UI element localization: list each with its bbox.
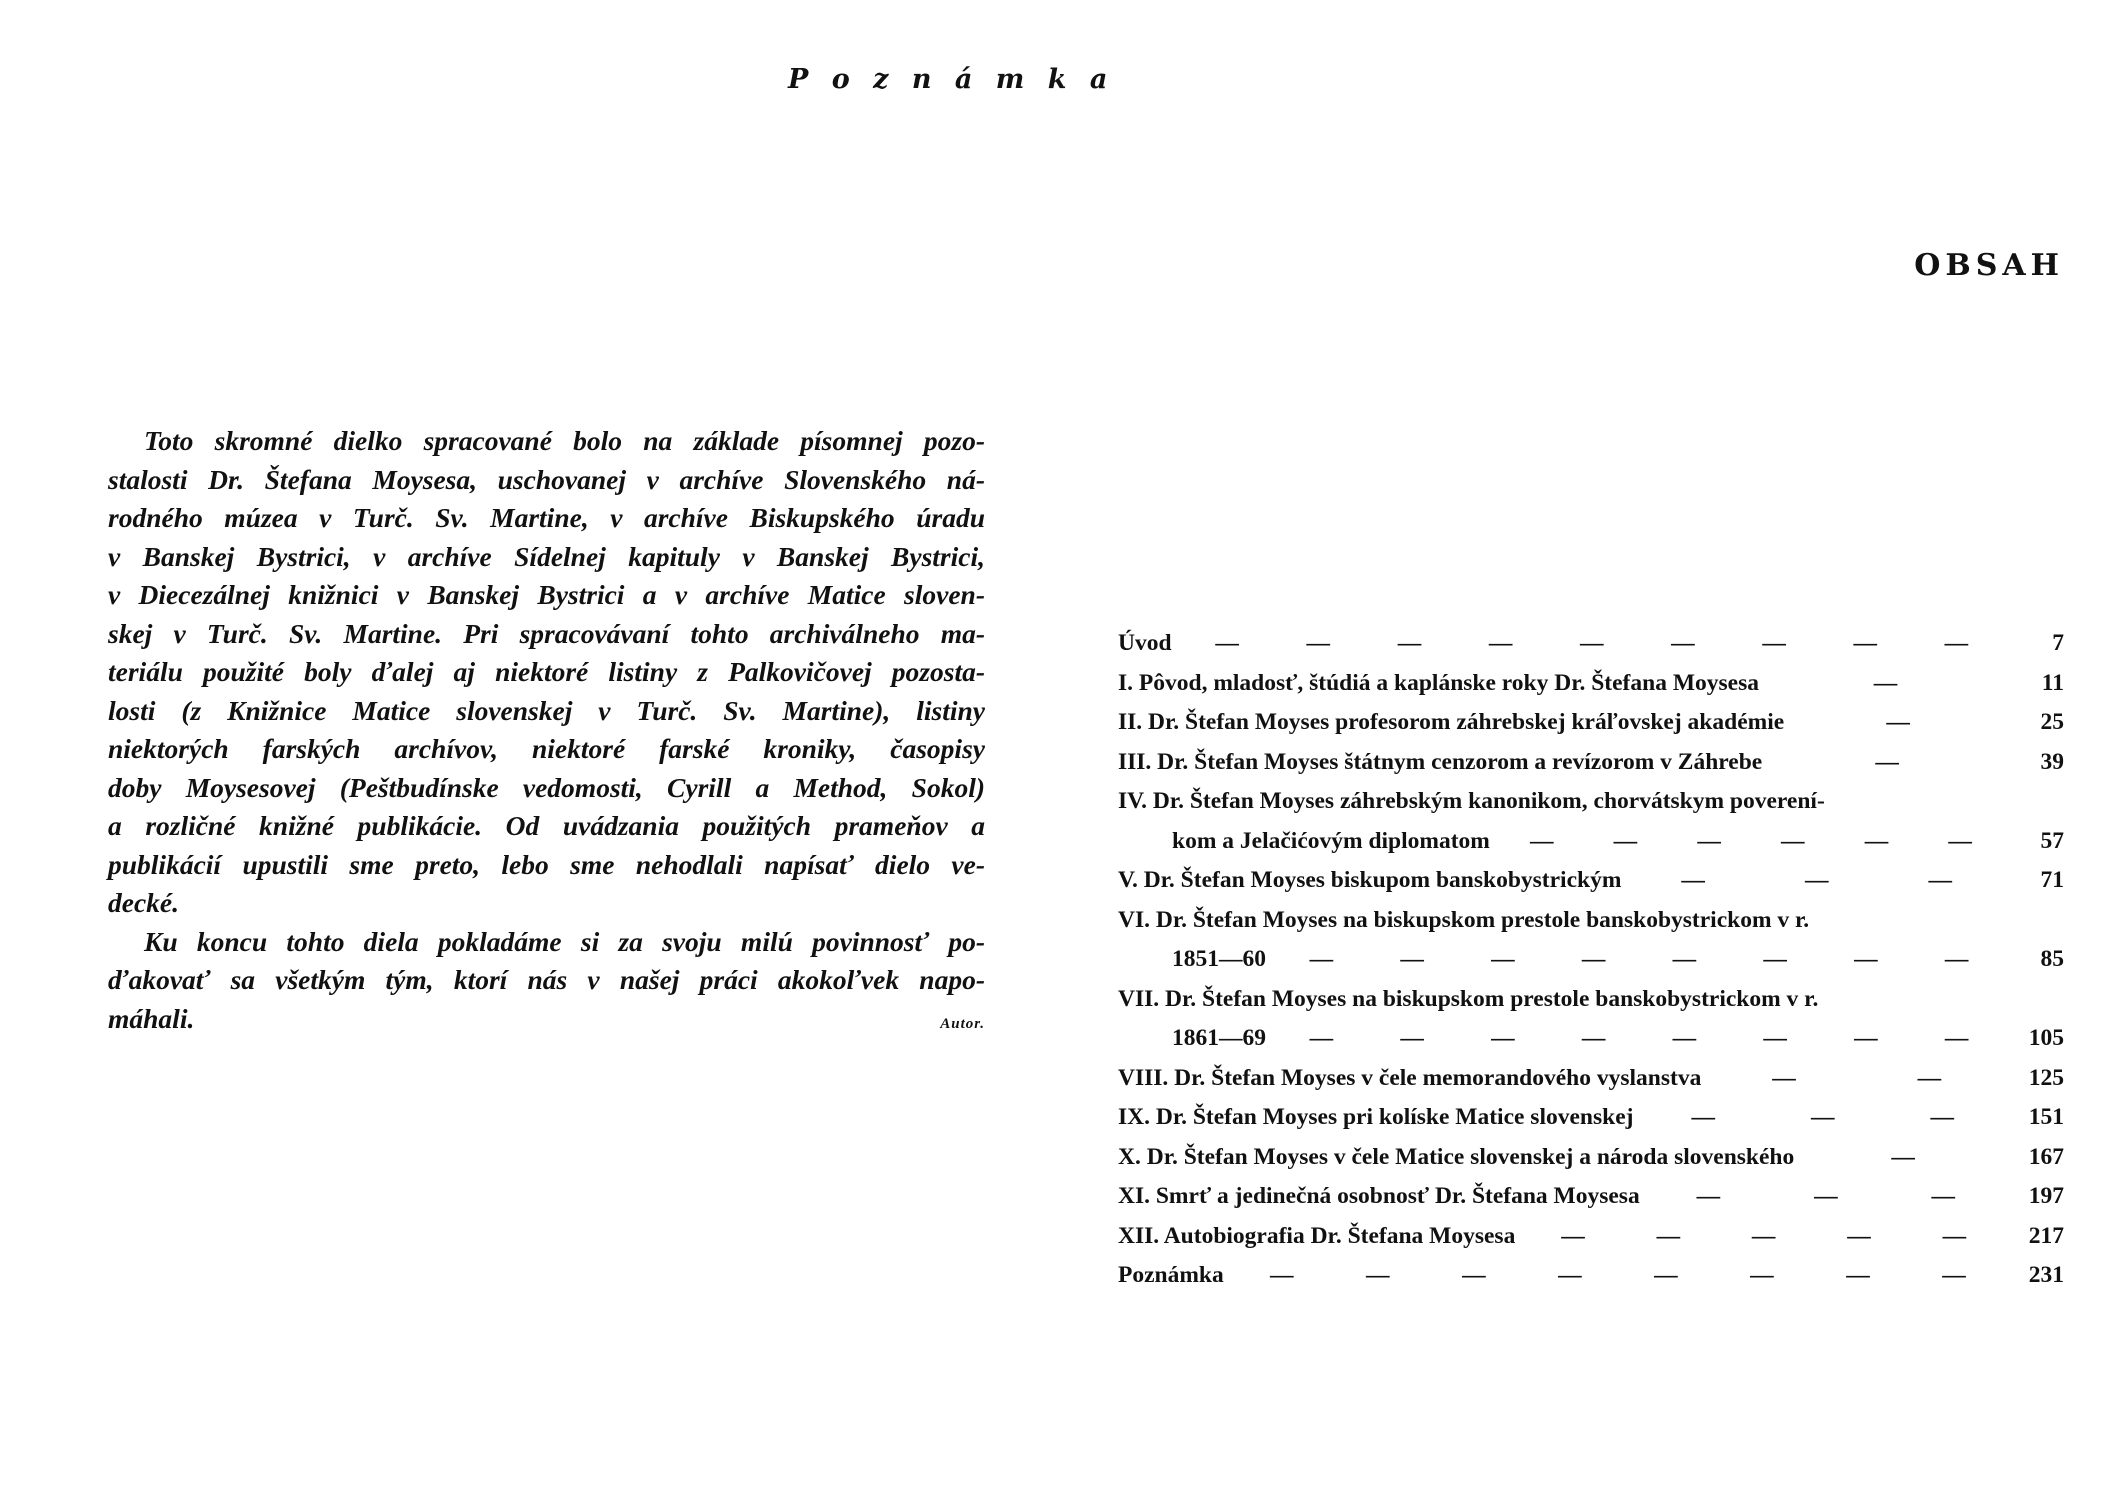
toc-entry	[1118, 1217, 2064, 1257]
toc-page-number: 231	[2028, 1262, 2064, 1288]
toc-entry	[1118, 782, 2064, 822]
toc-leader-dash: —	[1875, 748, 1899, 775]
note-paragraph-1	[108, 422, 985, 923]
toc-leader-dashes	[1633, 1098, 2012, 1138]
toc-leader-dash: —	[1681, 867, 1705, 893]
toc-leader-dash: —	[1613, 827, 1638, 854]
toc-leader-dash: —	[1366, 1262, 1390, 1288]
toc-page-number: 105	[2028, 1025, 2064, 1051]
toc-entry-title: V. Dr. Štefan Moyses biskupom banskobystrickým	[1118, 867, 1622, 893]
toc-entry	[1118, 703, 2064, 743]
toc-entry	[1118, 980, 2064, 1020]
toc-leader-dash: —	[1762, 630, 1786, 656]
note-line: máhali.	[108, 1002, 195, 1034]
note-line: stalosti Dr. Štefana Moysesa, uschovanej v archíve Slovenského ná-	[108, 463, 985, 495]
toc-entry	[1118, 743, 2064, 783]
toc-leader-dashes	[1794, 1138, 2012, 1178]
note-body	[108, 422, 985, 1043]
note-line: rodného múzea v Turč. Sv. Martine, v archíve Biskupského úradu	[108, 502, 985, 533]
toc-entry-title: kom a Jelačićovým diplomatom	[1172, 827, 1490, 854]
toc-leader-dash: —	[1581, 946, 1606, 972]
toc-entry-title: XII. Autobiografia Dr. Štefana Moysesa	[1118, 1222, 1516, 1249]
note-line: losti (z Knižnice Matice slovenskej v Turč. Sv. Martine), listiny	[108, 694, 985, 726]
toc-leader-dash: —	[1397, 630, 1422, 656]
toc-leader-dash: —	[1697, 827, 1721, 854]
toc-page-number: 7	[2052, 630, 2064, 656]
toc-leader-dash: —	[1864, 827, 1889, 854]
toc-leader-dash: —	[1810, 1104, 1835, 1130]
toc-leader-dash: —	[1930, 1104, 1954, 1130]
toc-entry-title: 1851—60	[1172, 946, 1266, 972]
toc-leader-dashes	[1266, 1019, 2012, 1059]
toc-leader-dash: —	[1691, 1104, 1715, 1130]
toc-leader-dashes	[1759, 664, 2012, 704]
toc-leader-dash: —	[1558, 1262, 1582, 1288]
toc-leader-dash: —	[1853, 630, 1877, 656]
toc-leader-dash: —	[1580, 630, 1604, 656]
toc-leader-dash: —	[1696, 1183, 1721, 1209]
toc-entry	[1118, 1059, 2064, 1099]
toc-entry-title: Úvod	[1118, 630, 1172, 656]
note-line: ďakovať sa všetkým tým, ktorí nás v našej práci akokoľvek napo-	[108, 964, 985, 995]
toc-heading: OBSAH	[1914, 248, 2064, 283]
toc-leader-dashes	[1172, 624, 2012, 664]
toc-leader-dash: —	[1400, 946, 1424, 972]
toc-leader-dash: —	[1561, 1222, 1585, 1249]
toc-leader-dash: —	[1944, 630, 1969, 656]
toc-leader-dash: —	[1772, 1064, 1796, 1091]
note-line: v Banskej Bystrici, v archíve Sídelnej kapituly v Banskej Bystrici,	[108, 540, 985, 572]
toc-leader-dash: —	[1847, 1222, 1871, 1249]
toc-leader-dash: —	[1656, 1222, 1681, 1249]
toc-leader-dash: —	[1491, 1025, 1515, 1051]
toc-leader-dash: —	[1763, 946, 1787, 972]
toc-entry-title: X. Dr. Štefan Moyses v čele Matice slovenskej a národa slovenského	[1118, 1143, 1795, 1170]
right-page	[1053, 0, 2106, 1500]
toc-leader-dashes	[1490, 822, 2012, 862]
toc-entry	[1118, 901, 2064, 941]
toc-entry-title: IX. Dr. Štefan Moyses pri kolíske Matice slovenskej	[1118, 1104, 1634, 1130]
toc-leader-dashes	[1762, 743, 2012, 783]
toc-page-number: 125	[2028, 1064, 2064, 1091]
note-heading: P o z n á m k a	[788, 64, 1115, 95]
toc-leader-dashes	[1640, 1177, 2012, 1217]
toc-page-number: 85	[2040, 946, 2064, 972]
toc-leader-dash: —	[1944, 1025, 1969, 1051]
toc-leader-dash: —	[1306, 630, 1331, 656]
toc-leader-dash: —	[1854, 946, 1878, 972]
toc-leader-dash: —	[1931, 1183, 1956, 1209]
toc-leader-dash: —	[1488, 630, 1513, 656]
note-line: teriálu použité boly ďalej aj niektoré listiny z Palkovičovej pozosta-	[108, 656, 985, 687]
toc-entry	[1118, 1177, 2064, 1217]
toc-entry-title: I. Pôvod, mladosť, štúdiá a kaplánske roky Dr. Štefana Moysesa	[1118, 669, 1759, 696]
toc-entry-title: VII. Dr. Štefan Moyses na biskupskom prestole banskobystrickom v r.	[1118, 985, 1819, 1012]
toc-leader-dash: —	[1886, 709, 1910, 735]
toc-leader-dash: —	[1846, 1262, 1870, 1288]
toc-leader-dash: —	[1750, 1262, 1774, 1288]
toc-leader-dashes	[1266, 940, 2012, 980]
toc-page-number: 71	[2040, 867, 2064, 893]
toc-leader-dash: —	[1654, 1262, 1678, 1288]
note-line: skej v Turč. Sv. Martine. Pri spracovávaní tohto archiválneho ma-	[108, 617, 985, 649]
toc-leader-dash: —	[1751, 1222, 1776, 1249]
toc-entry-title: XI. Smrť a jedinečná osobnosť Dr. Štefana Moysesa	[1118, 1183, 1640, 1209]
toc-leader-dash: —	[1215, 630, 1239, 656]
toc-leader-dash: —	[1814, 1183, 1838, 1209]
toc-leader-dash: —	[1917, 1064, 1942, 1091]
toc-leader-dash: —	[1462, 1262, 1486, 1288]
toc-leader-dashes	[1621, 861, 2012, 901]
toc-leader-dash: —	[1581, 1025, 1606, 1051]
note-line: a rozličné knižné publikácie. Od uvádzania použitých prameňov a	[108, 810, 985, 841]
toc-leader-dash: —	[1309, 1025, 1334, 1051]
toc-leader-dash: —	[1309, 946, 1334, 972]
toc-leader-dash: —	[1873, 669, 1898, 696]
note-paragraph-2	[108, 923, 985, 1044]
toc-leader-dash: —	[1891, 1143, 1915, 1170]
note-line: v Diecezálnej knižnici v Banskej Bystrici a v archíve Matice sloven-	[108, 579, 985, 610]
note-line: Toto skromné dielko spracované bolo na základe písomnej pozo-	[144, 425, 985, 456]
toc-entry	[1118, 624, 2064, 664]
toc-entry-continuation	[1118, 1019, 2064, 1059]
toc-leader-dash: —	[1400, 1025, 1424, 1051]
toc-page-number: 11	[2041, 669, 2064, 696]
toc-entry-title: III. Dr. Štefan Moyses štátnym cenzorom a revízorom v Záhrebe	[1118, 748, 1763, 775]
toc-entry-title: IV. Dr. Štefan Moyses záhrebským kanonikom, chorvátskym poverení-	[1118, 788, 1825, 814]
toc-leader-dash: —	[1763, 1025, 1787, 1051]
toc-leader-dash: —	[1672, 946, 1697, 972]
toc-leader-dash: —	[1928, 867, 1952, 893]
toc-leader-dash: —	[1942, 1222, 1967, 1249]
note-line: Ku koncu tohto diela pokladáme si za svoju milú povinnosť po-	[144, 925, 985, 957]
toc-entry-title: VI. Dr. Štefan Moyses na biskupskom prestole banskobystrickom v r.	[1118, 906, 1810, 933]
toc-page-number: 25	[2040, 709, 2064, 735]
toc-leader-dash: —	[1491, 946, 1515, 972]
table-of-contents	[1118, 624, 2064, 1296]
toc-leader-dashes	[1515, 1217, 2012, 1257]
toc-leader-dash: —	[1671, 630, 1695, 656]
toc-leader-dash: —	[1854, 1025, 1878, 1051]
toc-leader-dash: —	[1270, 1262, 1294, 1288]
note-closing-line	[108, 1000, 985, 1044]
toc-entry	[1118, 861, 2064, 901]
toc-page-number: 57	[2040, 827, 2064, 854]
toc-page-number: 167	[2028, 1143, 2064, 1170]
author-signature: Autor.	[940, 1015, 985, 1032]
toc-leader-dashes	[1224, 1256, 2012, 1296]
toc-page-number: 217	[2028, 1222, 2064, 1249]
toc-entry-title: 1861—69	[1172, 1025, 1266, 1051]
toc-page-number: 39	[2040, 748, 2064, 775]
note-line: decké.	[108, 887, 179, 918]
toc-leader-dash: —	[1529, 827, 1554, 854]
toc-entry-title: Poznámka	[1118, 1262, 1224, 1288]
toc-leader-dash: —	[1672, 1025, 1697, 1051]
note-line: doby Moysesovej (Peštbudínske vedomosti, Cyrill a Method, Sokol)	[108, 771, 985, 803]
toc-entry-title: II. Dr. Štefan Moyses profesorom záhrebskej kráľovskej akadémie	[1118, 709, 1785, 735]
toc-leader-dash: —	[1944, 946, 1969, 972]
toc-entry	[1118, 1098, 2064, 1138]
note-line: niektorých farských archívov, niektoré farské kroniky, časopisy	[108, 733, 985, 764]
toc-leader-dashes	[1701, 1059, 2012, 1099]
toc-entry-title: VIII. Dr. Štefan Moyses v čele memorandového vyslanstva	[1118, 1064, 1702, 1091]
toc-leader-dashes	[1784, 703, 2012, 743]
toc-entry	[1118, 664, 2064, 704]
toc-leader-dash: —	[1781, 827, 1805, 854]
toc-entry-continuation	[1118, 940, 2064, 980]
toc-entry	[1118, 1256, 2064, 1296]
toc-entry-continuation	[1118, 822, 2064, 862]
note-line: publikácií upustili sme preto, lebo sme nehodlali napísať dielo ve-	[108, 848, 985, 880]
toc-leader-dash: —	[1942, 1262, 1966, 1288]
toc-leader-dash: —	[1804, 867, 1829, 893]
toc-page-number: 151	[2028, 1104, 2064, 1130]
toc-leader-dash: —	[1948, 827, 1972, 854]
toc-entry	[1118, 1138, 2064, 1178]
toc-page-number: 197	[2028, 1183, 2064, 1209]
